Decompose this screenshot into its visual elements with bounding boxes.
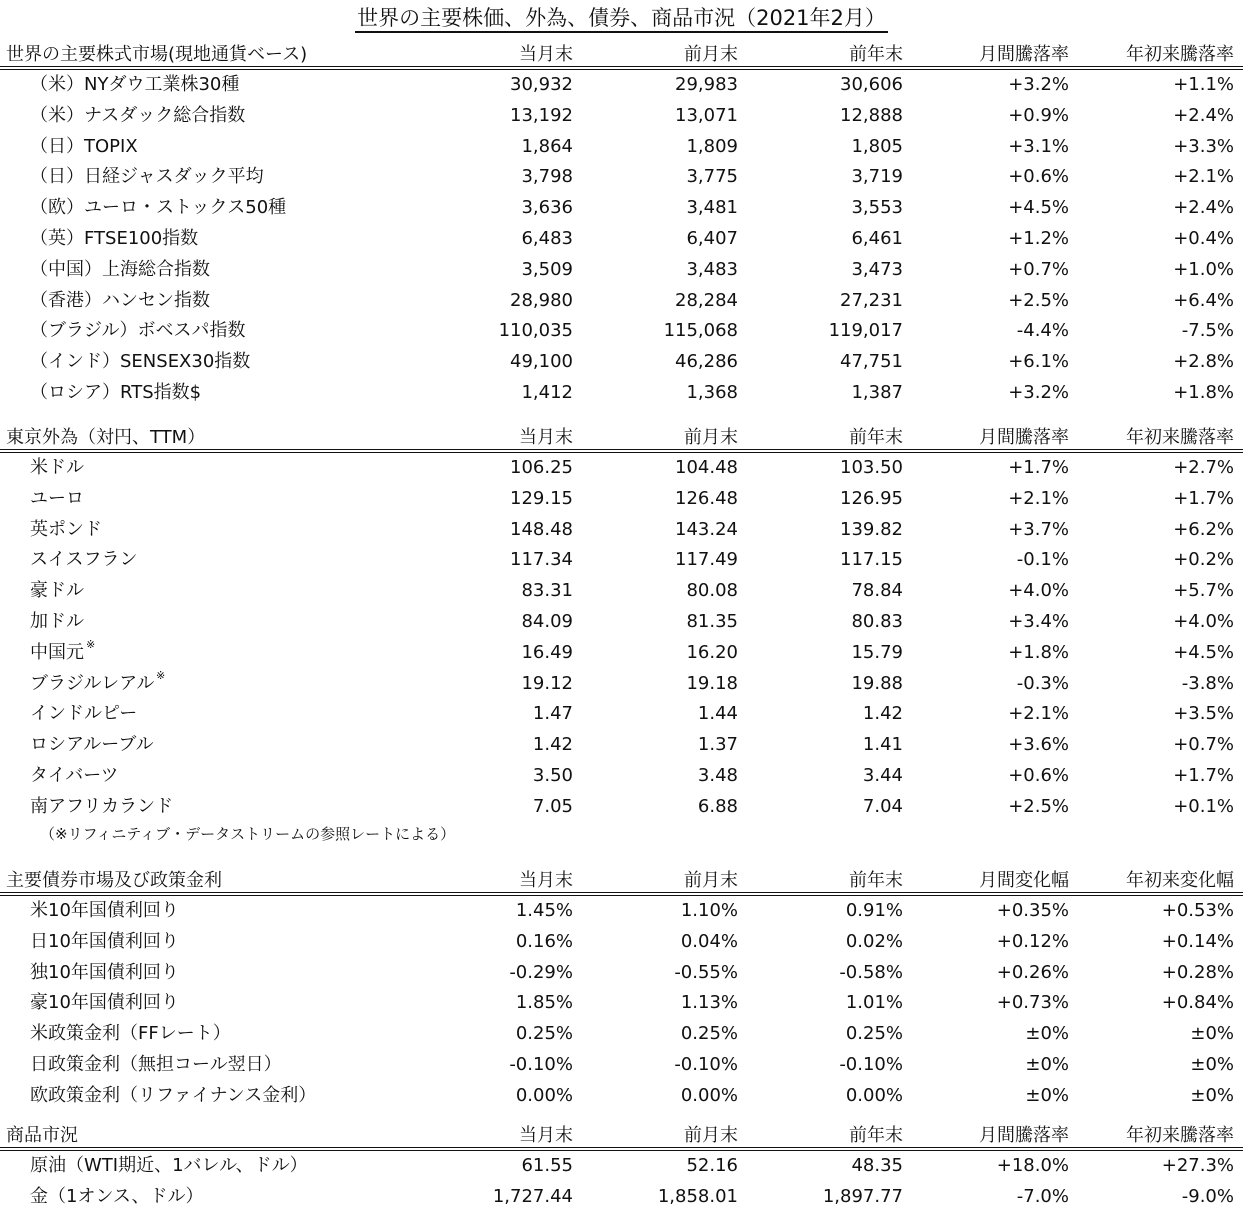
row-name: 原油（WTI期近、1バレル、ドル） [30, 1155, 308, 1176]
value-prev-year: 78.84 [851, 580, 903, 602]
value-ytd-change: +2.4% [1173, 197, 1234, 219]
value-current: -0.10% [509, 1053, 573, 1075]
value-current: 3,798 [521, 166, 573, 188]
value-prev-month: 3,481 [686, 197, 738, 219]
col-current: 当月末 [519, 1125, 573, 1146]
row-name: 米政策金利（FFレート） [30, 1023, 231, 1045]
row-name: ロシアルーブル [30, 734, 154, 756]
table-row [0, 255, 1243, 286]
table-row [0, 1151, 1243, 1182]
value-monthly-change: +0.9% [1008, 104, 1069, 126]
value-prev-year: 7.04 [862, 795, 903, 817]
value-prev-year: 47,751 [840, 351, 903, 373]
value-prev-year: 0.91% [845, 900, 903, 921]
row-name: 英ポンド [30, 518, 102, 540]
col-prev-month: 前月末 [684, 1125, 738, 1146]
value-current: 1.42 [532, 734, 573, 756]
value-prev-year: -0.10% [839, 1053, 903, 1075]
table-row [0, 958, 1243, 989]
value-ytd-change: +3.3% [1173, 135, 1234, 157]
value-current: 1,727.44 [492, 1185, 573, 1207]
value-prev-month: 3.48 [697, 764, 738, 786]
value-ytd-change: +1.0% [1173, 258, 1234, 280]
value-current: 3.50 [532, 764, 573, 786]
row-name: （香港）ハンセン指数 [30, 289, 210, 311]
stocks-rows [0, 70, 1243, 409]
value-prev-year: 1,897.77 [822, 1185, 903, 1207]
table-row [0, 378, 1243, 409]
value-prev-year: 3.44 [862, 764, 903, 786]
bonds-section [0, 866, 1243, 1112]
value-monthly-change: +3.2% [1008, 74, 1069, 95]
value-ytd-change: +2.7% [1173, 457, 1234, 478]
fx-heading: 東京外為（対円、TTM） [6, 427, 206, 448]
col-monthly-change: 月間騰落率 [979, 1125, 1069, 1146]
value-prev-month: -0.55% [674, 961, 738, 983]
fx-header [0, 423, 1243, 453]
value-prev-year: 1.42 [862, 703, 903, 725]
value-ytd-change: +1.7% [1173, 764, 1234, 786]
value-prev-year: 1.01% [845, 992, 903, 1014]
commodities-section [0, 1121, 1243, 1213]
row-name: （英）FTSE100指数 [30, 227, 199, 249]
value-monthly-change: -0.1% [1016, 549, 1069, 571]
table-row [0, 927, 1243, 958]
table-row [0, 132, 1243, 163]
value-monthly-change: +2.5% [1008, 795, 1069, 817]
value-prev-year: 80.83 [851, 610, 903, 632]
row-name: 独10年国債利回り [30, 961, 179, 983]
value-ytd-change: +1.7% [1173, 487, 1234, 509]
value-prev-year: -0.58% [839, 961, 903, 983]
value-prev-month: 1.13% [680, 992, 738, 1014]
value-prev-month: -0.10% [674, 1053, 738, 1075]
value-prev-month: 0.25% [680, 1023, 738, 1045]
commodities-heading: 商品市況 [6, 1125, 78, 1146]
bonds-header [0, 866, 1243, 896]
value-ytd-change: +2.8% [1173, 351, 1234, 373]
value-prev-year: 30,606 [840, 74, 903, 95]
value-monthly-change: -0.3% [1016, 672, 1069, 694]
table-row [0, 638, 1243, 669]
value-prev-year: 3,719 [851, 166, 903, 188]
value-current: 3,636 [521, 197, 573, 219]
value-monthly-change: +2.5% [1008, 289, 1069, 311]
table-row [0, 669, 1243, 700]
value-ytd-change: +2.4% [1173, 104, 1234, 126]
value-prev-year: 6,461 [851, 227, 903, 249]
value-current: 19.12 [521, 672, 573, 694]
value-ytd-change: ±0% [1190, 1084, 1234, 1106]
value-current: 0.25% [515, 1023, 573, 1045]
col-monthly-change: 月間変化幅 [979, 870, 1069, 891]
value-monthly-change: +3.2% [1008, 381, 1069, 403]
footnote-mark: ※ [86, 637, 96, 651]
value-ytd-change: +4.0% [1173, 610, 1234, 632]
value-monthly-change: +4.5% [1008, 197, 1069, 219]
value-current: 0.16% [515, 930, 573, 952]
row-name: 豪ドル [30, 580, 84, 602]
value-monthly-change: +3.6% [1008, 734, 1069, 756]
value-monthly-change: +4.0% [1008, 580, 1069, 602]
stocks-section [0, 40, 1243, 409]
table-row [0, 70, 1243, 101]
value-ytd-change: ±0% [1190, 1023, 1234, 1045]
value-ytd-change: -9.0% [1181, 1185, 1234, 1207]
col-prev-year: 前年末 [849, 870, 903, 891]
value-prev-month: 143.24 [675, 518, 738, 540]
row-name: ブラジルレアル [30, 672, 155, 694]
value-monthly-change: ±0% [1025, 1053, 1069, 1075]
value-ytd-change: +0.28% [1161, 961, 1234, 983]
value-current: 84.09 [521, 610, 573, 632]
value-prev-month: 52.16 [686, 1155, 738, 1176]
col-prev-month: 前月末 [684, 427, 738, 448]
value-prev-month: 46,286 [675, 351, 738, 373]
table-row [0, 730, 1243, 761]
table-row [0, 193, 1243, 224]
value-monthly-change: +3.7% [1008, 518, 1069, 540]
value-prev-year: 15.79 [851, 641, 903, 663]
value-prev-month: 1.10% [680, 900, 738, 921]
value-monthly-change: +0.6% [1008, 764, 1069, 786]
value-current: 28,980 [510, 289, 573, 311]
value-prev-year: 119,017 [828, 320, 903, 342]
value-prev-month: 13,071 [675, 104, 738, 126]
value-current: 83.31 [521, 580, 573, 602]
value-current: 1.45% [515, 900, 573, 921]
row-name: 日政策金利（無担コール翌日） [30, 1053, 282, 1075]
value-prev-year: 126.95 [840, 487, 903, 509]
row-name: （ロシア）RTS指数$ [30, 381, 202, 403]
value-monthly-change: ±0% [1025, 1023, 1069, 1045]
value-current: -0.29% [509, 961, 573, 983]
table-row [0, 1081, 1243, 1112]
value-prev-month: 3,483 [686, 258, 738, 280]
value-prev-year: 0.02% [845, 930, 903, 952]
value-ytd-change: -7.5% [1181, 320, 1234, 342]
value-monthly-change: +18.0% [996, 1155, 1069, 1176]
table-row [0, 316, 1243, 347]
stocks-heading: 世界の主要株式市場(現地通貨ベース) [6, 44, 308, 65]
value-ytd-change: +4.5% [1173, 641, 1234, 663]
row-name: 米10年国債利回り [30, 900, 179, 921]
col-current: 当月末 [519, 870, 573, 891]
table-row [0, 545, 1243, 576]
col-current: 当月末 [519, 427, 573, 448]
value-current: 16.49 [521, 641, 573, 663]
row-name: 加ドル [30, 610, 84, 632]
col-prev-month: 前月末 [684, 44, 738, 65]
value-monthly-change: +2.1% [1008, 487, 1069, 509]
fx-section [0, 423, 1243, 849]
row-name: 南アフリカランド [30, 795, 174, 817]
table-row [0, 761, 1243, 792]
table-row [0, 286, 1243, 317]
row-name: スイスフラン [30, 549, 138, 571]
commodities-header [0, 1121, 1243, 1151]
value-prev-month: 29,983 [675, 74, 738, 95]
value-ytd-change: +1.8% [1173, 381, 1234, 403]
col-ytd-change: 年初来騰落率 [1126, 427, 1234, 448]
col-ytd-change: 年初来騰落率 [1126, 44, 1234, 65]
value-prev-month: 6.88 [697, 795, 738, 817]
table-row [0, 988, 1243, 1019]
row-name: （インド）SENSEX30指数 [30, 351, 251, 373]
table-row [0, 453, 1243, 484]
value-monthly-change: +1.2% [1008, 227, 1069, 249]
row-name: （米）ナスダック総合指数 [30, 104, 246, 126]
row-name: ユーロ [30, 487, 84, 509]
value-monthly-change: +0.26% [996, 961, 1069, 983]
value-ytd-change: +0.84% [1161, 992, 1234, 1014]
value-ytd-change: +3.5% [1173, 703, 1234, 725]
value-monthly-change: +6.1% [1008, 351, 1069, 373]
row-name: 中国元 [30, 641, 84, 663]
value-prev-month: 1,858.01 [657, 1185, 738, 1207]
row-name: 豪10年国債利回り [30, 992, 179, 1014]
value-monthly-change: +0.12% [996, 930, 1069, 952]
value-prev-month: 6,407 [686, 227, 738, 249]
value-prev-year: 0.25% [845, 1023, 903, 1045]
bonds-heading: 主要債券市場及び政策金利 [6, 870, 222, 891]
col-prev-year: 前年末 [849, 1125, 903, 1146]
value-prev-year: 3,473 [851, 258, 903, 280]
value-current: 6,483 [521, 227, 573, 249]
value-ytd-change: +6.4% [1173, 289, 1234, 311]
row-name: 金（1オンス、ドル） [30, 1185, 204, 1207]
value-prev-month: 80.08 [686, 580, 738, 602]
value-current: 1.85% [515, 992, 573, 1014]
row-name: 欧政策金利（リファイナンス金利） [30, 1084, 317, 1106]
row-name: （米）NYダウ工業株30種 [30, 74, 240, 95]
value-monthly-change: +0.7% [1008, 258, 1069, 280]
value-prev-month: 19.18 [686, 672, 738, 694]
col-ytd-change: 年初来騰落率 [1126, 1125, 1234, 1146]
table-row [0, 162, 1243, 193]
value-prev-month: 0.04% [680, 930, 738, 952]
value-ytd-change: +0.53% [1161, 900, 1234, 921]
row-name: （ブラジル）ボベスパ指数 [30, 320, 246, 342]
value-current: 3,509 [521, 258, 573, 280]
value-prev-month: 1.44 [697, 703, 738, 725]
value-prev-year: 12,888 [840, 104, 903, 126]
value-prev-year: 1,387 [851, 381, 903, 403]
value-prev-year: 0.00% [845, 1084, 903, 1106]
value-current: 148.48 [510, 518, 573, 540]
row-name: タイバーツ [30, 764, 119, 786]
value-prev-month: 81.35 [686, 610, 738, 632]
fx-rows [0, 453, 1243, 823]
row-name: 米ドル [30, 457, 84, 478]
value-current: 1.47 [532, 703, 573, 725]
value-current: 49,100 [510, 351, 573, 373]
value-ytd-change: -3.8% [1181, 672, 1234, 694]
col-ytd-change: 年初来変化幅 [1126, 870, 1234, 891]
value-monthly-change: +0.73% [996, 992, 1069, 1014]
table-row [0, 1182, 1243, 1213]
footnote-mark: ※ [156, 668, 166, 682]
table-row [0, 484, 1243, 515]
value-current: 129.15 [510, 487, 573, 509]
value-prev-month: 117.49 [675, 549, 738, 571]
value-monthly-change: +0.35% [996, 900, 1069, 921]
value-prev-year: 19.88 [851, 672, 903, 694]
value-ytd-change: +0.4% [1173, 227, 1234, 249]
value-monthly-change: -7.0% [1016, 1185, 1069, 1207]
value-monthly-change: ±0% [1025, 1084, 1069, 1106]
value-prev-month: 1,809 [686, 135, 738, 157]
value-ytd-change: +0.7% [1173, 734, 1234, 756]
table-row [0, 224, 1243, 255]
fx-note: （※リフィニティブ・データストリームの参照レートによる） [40, 824, 456, 843]
value-prev-year: 3,553 [851, 197, 903, 219]
value-prev-year: 139.82 [840, 518, 903, 540]
stocks-header [0, 40, 1243, 70]
value-current: 106.25 [510, 457, 573, 478]
table-row [0, 1050, 1243, 1081]
table-row [0, 792, 1243, 823]
value-monthly-change: +1.7% [1008, 457, 1069, 478]
col-prev-month: 前月末 [684, 870, 738, 891]
value-current: 0.00% [515, 1084, 573, 1106]
table-row [0, 576, 1243, 607]
value-ytd-change: ±0% [1190, 1053, 1234, 1075]
value-monthly-change: +1.8% [1008, 641, 1069, 663]
row-name: インドルピー [30, 703, 138, 725]
value-monthly-change: +2.1% [1008, 703, 1069, 725]
value-monthly-change: +3.4% [1008, 610, 1069, 632]
value-ytd-change: +6.2% [1173, 518, 1234, 540]
value-prev-month: 126.48 [675, 487, 738, 509]
value-prev-month: 1.37 [697, 734, 738, 756]
value-monthly-change: +3.1% [1008, 135, 1069, 157]
value-ytd-change: +0.1% [1173, 795, 1234, 817]
value-ytd-change: +27.3% [1161, 1155, 1234, 1176]
table-row [0, 896, 1243, 927]
col-monthly-change: 月間騰落率 [979, 427, 1069, 448]
value-current: 1,864 [521, 135, 573, 157]
table-row [0, 347, 1243, 378]
table-row [0, 1019, 1243, 1050]
value-prev-month: 0.00% [680, 1084, 738, 1106]
row-name: 日10年国債利回り [30, 930, 179, 952]
table-row [0, 699, 1243, 730]
value-prev-year: 103.50 [840, 457, 903, 478]
value-current: 110,035 [498, 320, 573, 342]
table-row [0, 515, 1243, 546]
bonds-rows [0, 896, 1243, 1112]
value-prev-month: 3,775 [686, 166, 738, 188]
row-name: （日）TOPIX [30, 135, 138, 157]
value-prev-month: 115,068 [663, 320, 738, 342]
commodities-rows [0, 1151, 1243, 1213]
value-prev-month: 104.48 [675, 457, 738, 478]
table-row [0, 607, 1243, 638]
value-current: 117.34 [510, 549, 573, 571]
page-title: 世界の主要株価、外為、債券、商品市況（2021年2月） [0, 3, 1243, 33]
value-monthly-change: -4.4% [1016, 320, 1069, 342]
value-prev-month: 16.20 [686, 641, 738, 663]
value-current: 13,192 [510, 104, 573, 126]
col-current: 当月末 [519, 44, 573, 65]
col-monthly-change: 月間騰落率 [979, 44, 1069, 65]
col-prev-year: 前年末 [849, 427, 903, 448]
value-ytd-change: +1.1% [1173, 74, 1234, 95]
value-prev-year: 117.15 [840, 549, 903, 571]
row-name: （日）日経ジャスダック平均 [30, 166, 264, 188]
col-prev-year: 前年末 [849, 44, 903, 65]
value-ytd-change: +2.1% [1173, 166, 1234, 188]
value-ytd-change: +0.14% [1161, 930, 1234, 952]
value-current: 1,412 [521, 381, 573, 403]
row-name: （中国）上海総合指数 [30, 258, 210, 280]
value-current: 30,932 [510, 74, 573, 95]
value-prev-year: 27,231 [840, 289, 903, 311]
value-prev-year: 48.35 [851, 1155, 903, 1176]
value-prev-year: 1.41 [862, 734, 903, 756]
row-name: （欧）ユーロ・ストックス50種 [30, 197, 287, 219]
value-ytd-change: +0.2% [1173, 549, 1234, 571]
value-current: 7.05 [532, 795, 573, 817]
value-prev-month: 28,284 [675, 289, 738, 311]
value-ytd-change: +5.7% [1173, 580, 1234, 602]
value-prev-month: 1,368 [686, 381, 738, 403]
value-prev-year: 1,805 [851, 135, 903, 157]
value-current: 61.55 [521, 1155, 573, 1176]
value-monthly-change: +0.6% [1008, 166, 1069, 188]
table-row [0, 101, 1243, 132]
